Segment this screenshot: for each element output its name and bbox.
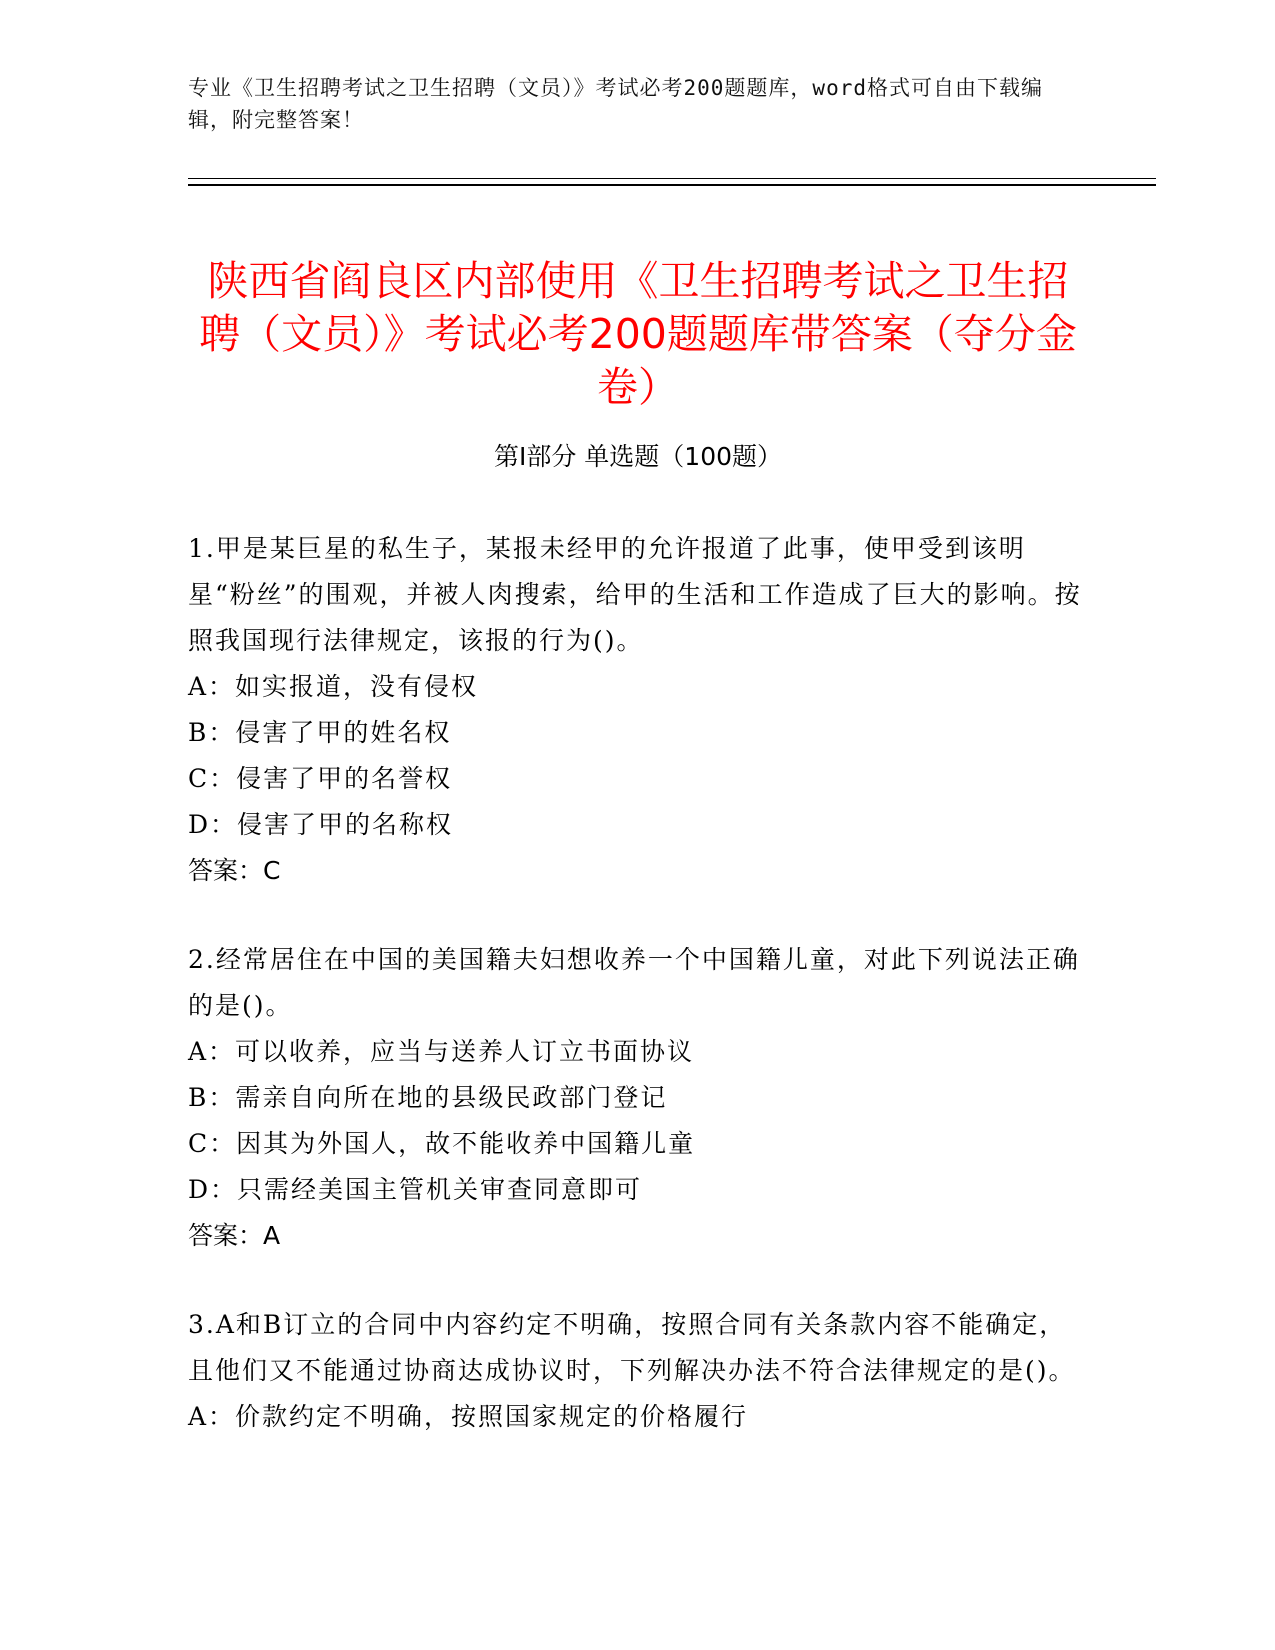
question-3 <box>188 1302 1088 1440</box>
option-b: B：侵害了甲的姓名权 <box>188 718 452 747</box>
document-title: 陕西省阎良区内部使用《卫生招聘考试之卫生招聘（文员）》考试必考200题题库带答案（夺分金卷） <box>199 257 1077 412</box>
option-b: B：需亲自向所在地的县级民政部门登记 <box>188 1083 668 1112</box>
question-stem: 3.A和B订立的合同中内容约定不明确，按照合同有关条款内容不能确定，且他们又不能通过协商达成协议时，下列解决办法不符合法律规定的是()。 <box>188 1310 1076 1385</box>
option-a: A：价款约定不明确，按照国家规定的价格履行 <box>188 1402 749 1431</box>
answer: 答案：C <box>188 856 281 885</box>
header-note: 专业《卫生招聘考试之卫生招聘（文员）》考试必考200题题库，word格式可自由下载编辑，附完整答案！ <box>188 76 1043 132</box>
header-divider-bottom <box>188 184 1156 186</box>
option-a: A：可以收养，应当与送养人订立书面协议 <box>188 1037 695 1066</box>
option-c: C：侵害了甲的名誉权 <box>188 764 453 793</box>
question-1 <box>188 526 1088 894</box>
question-list <box>188 526 1088 1483</box>
section-title: 第Ⅰ部分 单选题（100题） <box>493 442 783 471</box>
option-d: D：只需经美国主管机关审查同意即可 <box>188 1175 643 1204</box>
option-d: D：侵害了甲的名称权 <box>188 810 454 839</box>
header-divider-top <box>188 178 1156 179</box>
question-2 <box>188 937 1088 1259</box>
question-stem: 1.甲是某巨星的私生子，某报未经甲的允许报道了此事，使甲受到该明星“粉丝”的围观，并被人肉搜索，给甲的生活和工作造成了巨大的影响。按照我国现行法律规定，该报的行为()。 <box>188 534 1082 655</box>
answer: 答案：A <box>188 1221 281 1250</box>
option-a: A：如实报道，没有侵权 <box>188 672 479 701</box>
option-c: C：因其为外国人，故不能收养中国籍儿童 <box>188 1129 696 1158</box>
question-stem: 2.经常居住在中国的美国籍夫妇想收养一个中国籍儿童，对此下列说法正确的是()。 <box>188 945 1080 1020</box>
